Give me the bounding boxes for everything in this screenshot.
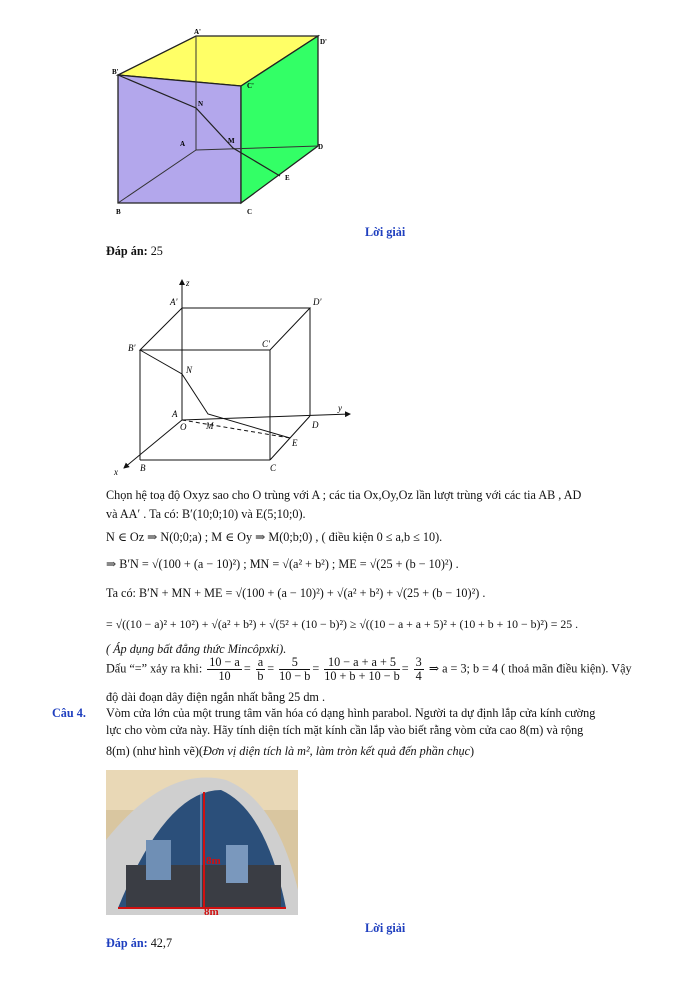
equality-condition: Dấu “=” xảy ra khi: $\frac{10 - a}{10}$ = $\frac{a}{b}$ = $\frac{5}{10 - b}$ = $\frac{10 - a + a + 5}{10 + b + 10 - b}$ = $\frac{3}{4}$ ⇒ a = 3; b = 4 ( thoả mãn điều kiện). Vậy: [106, 655, 632, 683]
question-line-2: lực cho vòm cửa này. Hãy tính diện tích mặt kính cần lắp vào biết rằng vòm cửa cao 8(m) và rộng: [106, 723, 584, 737]
box-figure-colored: [108, 28, 338, 223]
label-o: O: [180, 422, 187, 432]
label-c: C: [270, 463, 277, 473]
answer-label-2: Đáp án:: [106, 936, 148, 950]
label-b1: B': [128, 343, 136, 353]
equality-result: ⇒ a = 3; b = 4 ( thoả mãn điều kiện). Vậy: [428, 661, 632, 676]
label-b1: B': [112, 68, 119, 76]
solution-heading: Lời giải: [365, 225, 406, 239]
solution-line-5: Ta có: B′N + MN + ME = √(100 + (a − 10)²) + √(a² + b²) + √(25 + (b − 10)²) .: [106, 586, 486, 600]
answer-row-2: [106, 936, 172, 951]
label-d: D: [318, 143, 324, 151]
solution-line-1: Chọn hệ toạ độ Oxyz sao cho O trùng với A ; các tia Ox,Oy,Oz lần lượt trùng với các tia AB , AD: [106, 488, 582, 502]
solution-heading-2: Lời giải: [365, 921, 406, 935]
solution-line-7: ( Áp dụng bất đẳng thức Mincôpxki).: [106, 642, 287, 656]
fraction-1: $\frac{10 - a}{10}$: [209, 655, 240, 683]
left-face: [118, 75, 241, 203]
fraction-4: $\frac{10 - a + a + 5}{10 + b + 10 - b}$: [324, 655, 400, 683]
label-d1: D': [313, 297, 322, 307]
fraction-5: $\frac{3}{4}$: [415, 655, 422, 683]
label-c1: C': [262, 339, 270, 349]
question-line-3: 8(m) (như hình vẽ)(Đơn vị diện tích là m², làm tròn kết quả đến phần chục): [106, 744, 475, 758]
box-figure-coordinates: [110, 272, 360, 477]
label-n: N: [198, 100, 204, 108]
solution-line-9: độ dài đoạn dây điện ngắn nhất bằng 25 dm .: [106, 690, 325, 704]
label-e: E: [292, 438, 298, 448]
photo-width-label: 8m: [204, 906, 219, 915]
label-b: B: [140, 463, 146, 473]
label-n: N: [186, 365, 193, 375]
axis-z-label: z: [186, 278, 190, 288]
label-a: A: [172, 409, 178, 419]
arch-photo: [106, 770, 298, 915]
answer-value: 25: [150, 244, 163, 258]
solution-line-4: ⇒ B′N = √(100 + (a − 10)²) ; MN = √(a² + b²) ; ME = √(25 + (b − 10)²) .: [106, 557, 459, 571]
label-m: M: [206, 421, 214, 431]
label-d1: D': [320, 38, 327, 46]
answer-row: [106, 244, 163, 259]
axis-y-label: y: [338, 403, 342, 413]
answer-value-2: 42,7: [150, 936, 173, 950]
fraction-2: $\frac{a}{b}$: [257, 655, 264, 683]
label-a: A: [180, 140, 186, 148]
equality-intro: Dấu “=” xảy ra khi:: [106, 661, 203, 676]
photo-height-label: 8m: [206, 855, 221, 867]
label-c: C: [247, 208, 253, 216]
solution-line-2: và AA′ . Ta có: B′(10;0;10) và E(5;10;0).: [106, 507, 306, 521]
label-b: B: [116, 208, 121, 216]
label-c1: C': [247, 82, 254, 90]
label-e: E: [285, 174, 290, 182]
label-a1: A': [170, 297, 178, 307]
fraction-3: $\frac{5}{10 - b}$: [279, 655, 311, 683]
solution-line-3: N ∈ Oz ⇒ N(0;0;a) ; M ∈ Oy ⇒ M(0;b;0) , ( điều kiện 0 ≤ a,b ≤ 10).: [106, 530, 443, 544]
axis-x-label: x: [114, 467, 118, 477]
question-label: Câu 4.: [52, 706, 86, 720]
solution-line-6: = √((10 − a)² + 10²) + √(a² + b²) + √(5² + (10 − b)²) ≥ √((10 − a + a + 5)² + (10 + b + 10 − b)²) = 25 .: [106, 617, 579, 631]
answer-label: Đáp án:: [106, 244, 148, 258]
label-m: M: [228, 137, 235, 145]
label-a1: A': [194, 28, 201, 36]
label-d: D: [312, 420, 319, 430]
question-line-1: Vòm cửa lớn của một trung tâm văn hóa có dạng hình parabol. Người ta dự định lắp cửa kính cường: [106, 706, 596, 720]
